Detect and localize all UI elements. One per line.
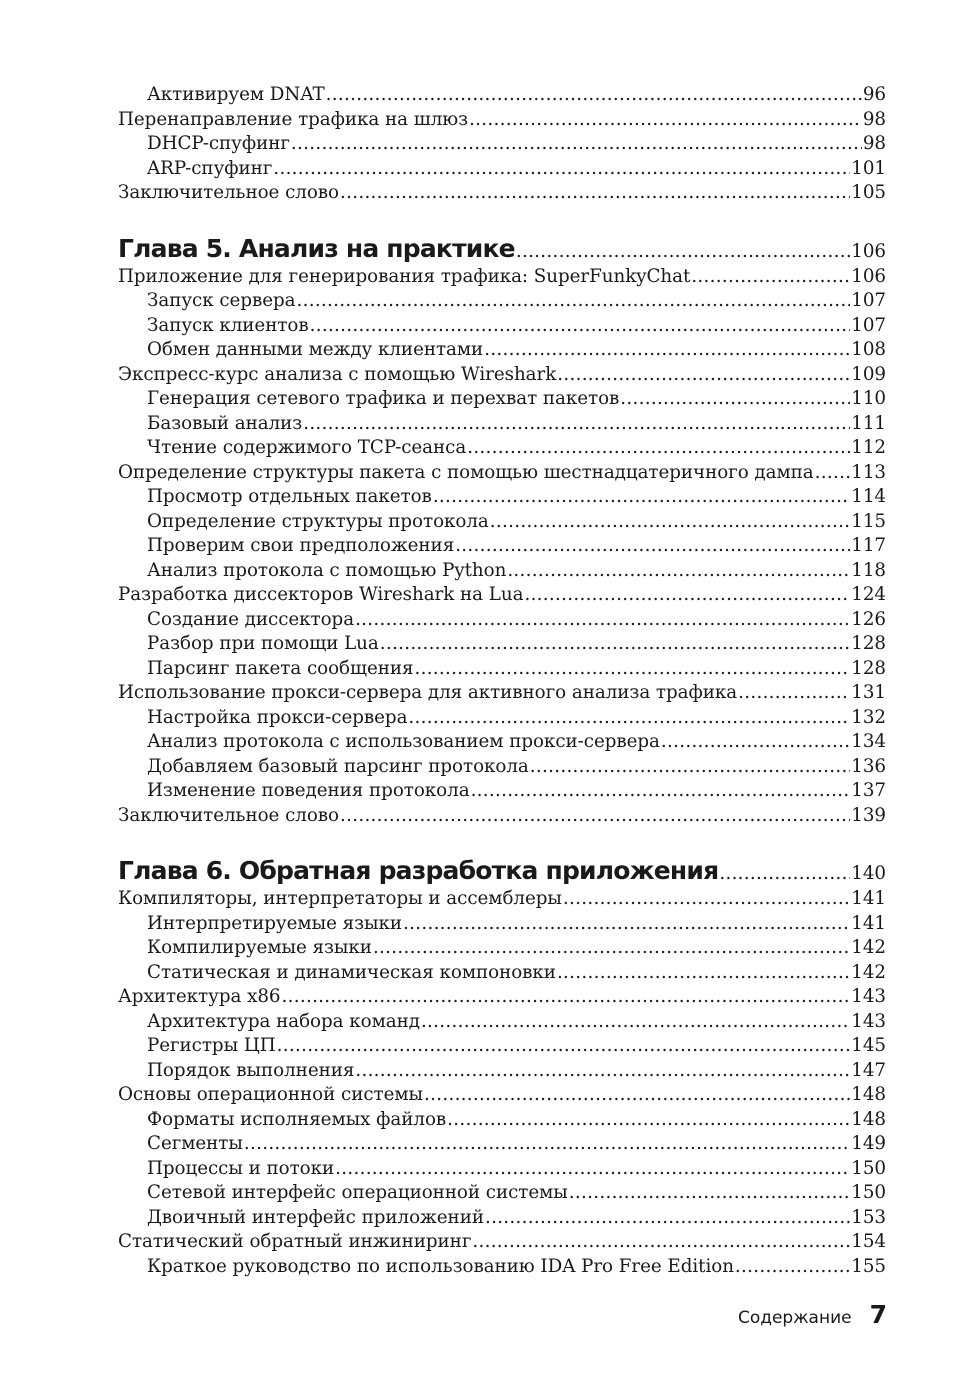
toc-page-number: 106 [851,265,886,287]
toc-entry-title: Запуск сервера [147,290,296,311]
toc-page-number: 118 [851,559,886,581]
toc-dot-leader [380,633,850,654]
toc-subsection-entry[interactable] [118,486,886,511]
toc-entry-title: Статический обратный инжиниринг [118,1231,472,1252]
toc-page-number: 134 [851,731,886,752]
toc-entry-title: Активируем DNAT [147,84,325,105]
toc-subsection-entry[interactable] [118,1060,886,1085]
toc-entry-title: Процессы и потоки [147,1157,335,1179]
toc-entry-title: Базовый анализ [147,412,303,434]
toc-entry-title: Экспресс-курс анализа с помощью Wireshark [118,363,557,385]
toc-entry-title: ARP-спуфинг [147,157,273,179]
toc-dot-leader [815,462,851,483]
toc-entry-title: Перенаправление трафика на шлюз [118,108,469,130]
toc-subsection-entry[interactable] [118,388,886,413]
toc-subsection-entry[interactable] [118,339,886,364]
toc-section-entry[interactable] [118,1231,886,1256]
toc-chapter-entry[interactable] [118,856,886,886]
toc-entry-title: Использование прокси-сервера для активного анализа трафика [118,682,738,703]
toc-page-number: 117 [851,535,886,556]
toc-entry-title: Просмотр отдельных пакетов [147,486,432,507]
toc-dot-leader [524,584,850,605]
toc-dot-leader [421,1011,850,1032]
toc-page-number: 132 [851,706,886,728]
toc-subsection-entry[interactable] [118,1256,886,1281]
toc-entry-title: Статическая и динамическая компоновки [147,961,556,983]
toc-dot-leader [557,364,850,385]
toc-section-entry[interactable] [118,266,886,291]
toc-entry-title: Заключительное слово [118,182,339,203]
toc-entry-title: Определение структуры пакета с помощью шестнадцатеричного дампа [118,461,814,483]
toc-page-number: 108 [851,339,886,360]
toc-dot-leader [563,888,850,909]
toc-page-number: 142 [851,937,886,958]
toc-dot-leader [340,805,850,826]
toc-page-number: 106 [851,240,886,262]
page-footer [738,1300,887,1329]
toc-entry-title: Интерпретируемые языки [147,912,403,934]
toc-entry-title: Добавляем базовый парсинг протокола [147,755,529,777]
toc-subsection-entry[interactable] [118,1109,886,1134]
toc-page-number: 110 [851,388,886,409]
toc-subsection-entry[interactable] [118,756,886,781]
toc-entry-title: Основы операционной системы [118,1084,424,1105]
toc-page-number: 147 [851,1059,886,1081]
toc-dot-leader [620,388,850,409]
toc-subsection-entry[interactable] [118,913,886,938]
toc-page-number: 98 [862,133,886,154]
toc-subsection-entry[interactable] [118,780,886,805]
toc-dot-leader [557,962,850,983]
toc-page-number: 113 [851,461,886,483]
toc-subsection-entry[interactable] [118,658,886,683]
toc-page-number: 112 [851,437,886,458]
toc-dot-leader [303,413,850,434]
toc-entry-title: Парсинг пакета сообщения [147,657,414,679]
toc-entry-title: Регистры ЦП [147,1035,276,1056]
toc-dot-leader [282,986,851,1007]
toc-entry-title: Определение структуры протокола [147,510,489,532]
toc-subsection-entry[interactable] [118,937,886,962]
toc-subsection-entry[interactable] [118,1035,886,1060]
toc-page-number: 109 [851,363,886,385]
toc-entry-title: Форматы исполняемых файлов [147,1108,447,1130]
toc-dot-leader [373,937,850,958]
toc-page-number: 107 [851,314,886,336]
toc-entry-title: Генерация сетевого трафика и перехват пакетов [147,388,620,409]
toc-entry-title: Приложение для генерирования трафика: SuperFunkyChat [118,265,691,287]
toc-page-number: 143 [851,986,886,1007]
toc-dot-leader [507,560,850,581]
toc-page-number: 141 [851,888,886,909]
toc-section-entry[interactable] [118,584,886,609]
toc-entry-title: Двоичный интерфейс приложений [147,1206,484,1228]
toc-section-entry[interactable] [118,682,886,707]
toc-entry-title: Компилируемые языки [147,937,372,958]
toc-subsection-entry[interactable] [118,1011,886,1036]
toc-dot-leader [355,609,850,630]
toc-dot-leader [291,133,862,154]
toc-dot-leader [310,315,851,336]
toc-subsection-entry[interactable] [118,84,886,109]
toc-page-number: 141 [851,912,886,934]
toc-subsection-entry[interactable] [118,315,886,340]
toc-dot-leader [469,109,862,130]
toc-page-number: 98 [862,108,886,130]
toc-dot-leader [719,863,850,884]
toc-page-number: 111 [851,412,886,434]
toc-page-number: 148 [851,1084,886,1105]
toc-entry-title: Компиляторы, интерпретаторы и ассемблеры [118,888,562,909]
toc-page-number: 115 [851,510,886,532]
toc-subsection-entry[interactable] [118,290,886,315]
toc-entry-title: Архитектура набора команд [147,1010,420,1032]
toc-page-number: 140 [851,863,886,884]
toc-page-number: 137 [851,780,886,801]
toc-section-entry[interactable] [118,462,886,487]
toc-page-number: 148 [851,1108,886,1130]
toc-subsection-entry[interactable] [118,511,886,536]
toc-page-number: 143 [851,1010,886,1032]
toc-dot-leader [484,339,850,360]
toc-dot-leader [691,266,850,287]
toc-entry-title: Глава 6. Обратная разработка приложения [118,856,719,885]
toc-page-number: 128 [851,633,886,654]
toc-dot-leader [455,535,850,556]
toc-dot-leader [735,1256,850,1277]
toc-dot-leader [414,658,850,679]
toc-section-entry[interactable] [118,182,886,207]
toc-entry-title: Разбор при помощи Lua [147,633,379,654]
toc-entry-title: Обмен данными между клиентами [147,339,484,360]
toc-subsection-entry[interactable] [118,609,886,634]
toc-page-number: 107 [851,290,886,311]
toc-dot-leader [530,756,850,777]
toc-dot-leader [273,158,850,179]
toc-section-entry[interactable] [118,1084,886,1109]
toc-page-number: 96 [862,84,886,105]
toc-dot-leader [296,290,850,311]
running-header-label: Содержание [737,1308,852,1328]
toc-subsection-entry[interactable] [118,633,886,658]
toc-dot-leader [335,1158,850,1179]
toc-subsection-entry[interactable] [118,1182,886,1207]
toc-page-number: 101 [851,157,886,179]
toc-entry-title: Настройка прокси-сервера [147,706,408,728]
toc-subsection-entry[interactable] [118,560,886,585]
toc-entry-title: Анализ протокола с использованием прокси-сервера [147,731,660,752]
toc-entry-title: Анализ протокола с помощью Python [147,559,507,581]
toc-entry-title: Проверим свои предположения [147,535,455,556]
toc-dot-leader [403,913,850,934]
toc-page-number: 142 [851,961,886,983]
toc-entry-title: Запуск клиентов [147,314,309,336]
toc-page-number: 136 [851,755,886,777]
toc-entry-title: Разработка диссекторов Wireshark на Lua [118,584,524,605]
page-number: 7 [869,1300,887,1329]
toc-dot-leader [471,780,851,801]
toc-subsection-entry[interactable] [118,158,886,183]
toc-page-number: 139 [851,804,886,826]
toc-dot-leader [244,1133,850,1154]
toc-dot-leader [424,1084,850,1105]
toc-dot-leader [326,84,862,105]
toc-page-number: 126 [851,608,886,630]
toc-dot-leader [569,1182,850,1203]
toc-dot-leader [661,731,850,752]
toc-subsection-entry[interactable] [118,1133,886,1158]
toc-entry-title: Создание диссектора [147,608,355,630]
toc-page-number: 155 [851,1255,886,1277]
toc-dot-leader [485,1207,850,1228]
toc-subsection-entry[interactable] [118,413,886,438]
toc-dot-leader [447,1109,850,1130]
toc-page-number: 150 [851,1182,886,1203]
toc-dot-leader [277,1035,851,1056]
toc-entry-title: Сегменты [147,1133,243,1154]
toc-subsection-entry[interactable] [118,535,886,560]
toc-page-number: 131 [851,682,886,703]
toc-page-number: 105 [851,182,886,203]
toc-page-number: 149 [851,1133,886,1154]
toc-page-number: 154 [851,1231,886,1252]
toc-dot-leader [516,241,850,262]
toc-dot-leader [433,486,850,507]
toc-section-entry[interactable] [118,986,886,1011]
toc-dot-leader [738,682,850,703]
toc-dot-leader [355,1060,850,1081]
toc-dot-leader [490,511,850,532]
toc-entry-title: Сетевой интерфейс операционной системы [147,1182,568,1203]
toc-section-entry[interactable] [118,364,886,389]
toc-subsection-entry[interactable] [118,1207,886,1232]
toc-subsection-entry[interactable] [118,133,886,158]
toc-entry-title: Краткое руководство по использованию IDA Pro Free Edition [147,1255,734,1277]
toc-section-entry[interactable] [118,888,886,913]
toc-page-number: 150 [851,1157,886,1179]
toc-entry-title: Порядок выполнения [147,1059,355,1081]
toc-page-number: 153 [851,1206,886,1228]
toc-chapter-entry[interactable] [118,234,886,264]
toc-page-number: 145 [851,1035,886,1056]
toc-dot-leader [340,182,850,203]
toc-section-entry[interactable] [118,109,886,134]
toc-entry-title: Изменение поведения протокола [147,780,470,801]
toc-entry-title: DHCP-спуфинг [147,133,290,154]
toc-section-entry[interactable] [118,805,886,830]
toc-page-number: 114 [851,486,886,507]
toc-subsection-entry[interactable] [118,707,886,732]
toc-page-number: 124 [851,584,886,605]
toc-dot-leader [467,437,850,458]
toc-entry-title: Заключительное слово [118,804,339,826]
toc-subsection-entry[interactable] [118,1158,886,1183]
toc-subsection-entry[interactable] [118,731,886,756]
toc-entry-title: Глава 5. Анализ на практике [118,233,515,263]
toc-dot-leader [472,1231,850,1252]
toc-entry-title: Архитектура x86 [118,986,281,1007]
toc-subsection-entry[interactable] [118,437,886,462]
toc-subsection-entry[interactable] [118,962,886,987]
toc-page-number: 128 [851,657,886,679]
toc-entry-title: Чтение содержимого TCP-сеанса [147,437,467,458]
toc-dot-leader [408,707,850,728]
table-of-contents [118,84,886,1280]
